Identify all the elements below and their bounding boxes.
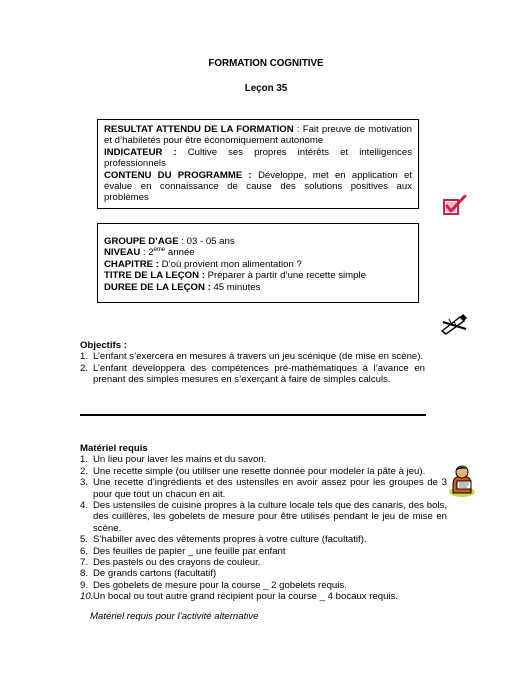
contenu-line <box>104 170 412 204</box>
lesson-number: Leçon 35 <box>244 83 288 94</box>
objective-item-text: L’enfant développera des compétences pré-mathématiques à l’avance en prenant des simples mesures en s’exerçant à faire de simples calculs. <box>93 362 425 386</box>
objective-item-text: L’enfant s’exercera en mesures à travers un jeu scénique (de mise en scène). <box>93 351 424 363</box>
objective-item <box>80 351 425 362</box>
indicateur-text: Cultive ses propres intérêts et intelligences professionnels <box>104 146 412 170</box>
groupe-line <box>104 236 412 247</box>
titre-label: TITRE DE LA LEÇON : <box>104 270 205 282</box>
material-item-text: Des ustensiles de cuisine propres à la culture locale tels que des canaris, des bols, des cuillères, les gobelets de mesure pour être utilisés pendant le jeu de mise en scène. <box>93 500 447 534</box>
objective-box <box>97 119 419 209</box>
material-item <box>80 557 447 568</box>
contenu-label: CONTENU DU PROGRAMME : <box>104 169 252 181</box>
material-item-number: 5. <box>80 534 89 546</box>
objective-item <box>80 363 425 386</box>
material-item-text: Un bocal ou tout autre grand récipient pour la course _ 4 bocaux requis. <box>93 591 399 603</box>
materials-heading: Matériel requis <box>80 443 148 454</box>
material-item <box>80 477 447 500</box>
material-item <box>80 534 447 545</box>
contenu-text: Développe, met en application et évalue en connaissance de cause des solutions positives aux problèmes <box>104 169 412 204</box>
material-item-number: 1. <box>80 454 89 466</box>
niveau-line <box>104 247 412 258</box>
material-item-text: Une recette d’ingrédients et des ustensiles en avoir assez pour les groupes de 3 pour que tout un chacun en ait. <box>93 477 447 500</box>
objective-item-number: 1. <box>80 351 89 363</box>
material-item-number: 9. <box>80 579 89 591</box>
material-item-text: De grands cartons (facultatif) <box>93 568 217 580</box>
objectives-section <box>80 340 425 386</box>
niveau-text-a: : 2 <box>140 247 154 259</box>
material-item-text: Des feuilles de papier _ une feuille par enfant <box>93 545 286 557</box>
groupe-label: GROUPE D’AGE <box>104 236 179 247</box>
duree-text: 45 minutes <box>210 281 261 293</box>
titre-text: Préparer à partir d’une recette simple <box>204 270 366 282</box>
material-item-number: 6. <box>80 545 89 557</box>
material-item-number: 10. <box>80 591 94 603</box>
pencil-ruler-icon <box>440 313 470 335</box>
material-item-number: 8. <box>80 568 89 580</box>
niveau-text-b: année <box>165 247 195 259</box>
checkbox-checked-icon <box>443 195 467 217</box>
chapitre-text: D’où provient mon alimentation ? <box>158 258 302 270</box>
material-item-number: 7. <box>80 557 89 569</box>
material-item <box>80 466 447 477</box>
objective-item-number: 2. <box>80 362 89 374</box>
material-item-text: S’habiller avec des vêtements propres à votre culture (facultatif). <box>93 534 367 546</box>
duree-line <box>104 282 412 293</box>
material-item-text: Une recette simple (ou utiliser une resette donnée pour modeler la pâte à jeu). <box>93 465 426 477</box>
lesson-info-box <box>97 223 419 303</box>
material-item-text: Des pastels ou des crayons de couleur. <box>93 557 261 569</box>
material-item-number: 2. <box>80 465 89 477</box>
document-title: FORMATION COGNITIVE <box>208 58 324 69</box>
chapitre-line <box>104 259 412 270</box>
section-divider <box>80 414 426 416</box>
niveau-label: NIVEAU <box>104 247 141 259</box>
material-item <box>80 591 447 602</box>
alternative-materials-note: Matériel requis pour l’activité alternative <box>90 611 259 622</box>
duree-label: DUREE DE LA LEÇON : <box>104 281 211 293</box>
teacher-person-icon <box>447 464 477 498</box>
materials-section <box>80 443 447 603</box>
objectives-heading: Objectifs : <box>80 340 127 351</box>
titre-line <box>104 270 412 281</box>
objectives-list <box>80 351 425 385</box>
material-item-text: Un lieu pour laver les mains et du savon. <box>93 454 267 466</box>
chapitre-label: CHAPITRE : <box>104 258 159 270</box>
material-item <box>80 546 447 557</box>
material-item <box>80 454 447 465</box>
material-item <box>80 568 447 579</box>
material-item <box>80 580 447 591</box>
material-item-number: 4. <box>80 500 89 512</box>
niveau-sup: ème <box>153 247 166 254</box>
groupe-text: : 03 - 05 ans <box>178 236 235 247</box>
indicateur-label: INDICATEUR : <box>104 146 177 158</box>
resultat-label: RESULTAT ATTENDU DE LA FORMATION <box>104 124 294 135</box>
material-item <box>80 500 447 534</box>
resultat-text: : Fait preuve de motivation et d’habiletés pour être économiquement autonome <box>104 124 412 147</box>
material-item-number: 3. <box>80 477 89 489</box>
materials-list <box>80 454 447 602</box>
indicateur-line <box>104 147 412 170</box>
material-item-text: Des gobelets de mesure pour la course _ 2 gobelets requis. <box>93 579 347 591</box>
resultat-line <box>104 124 412 147</box>
